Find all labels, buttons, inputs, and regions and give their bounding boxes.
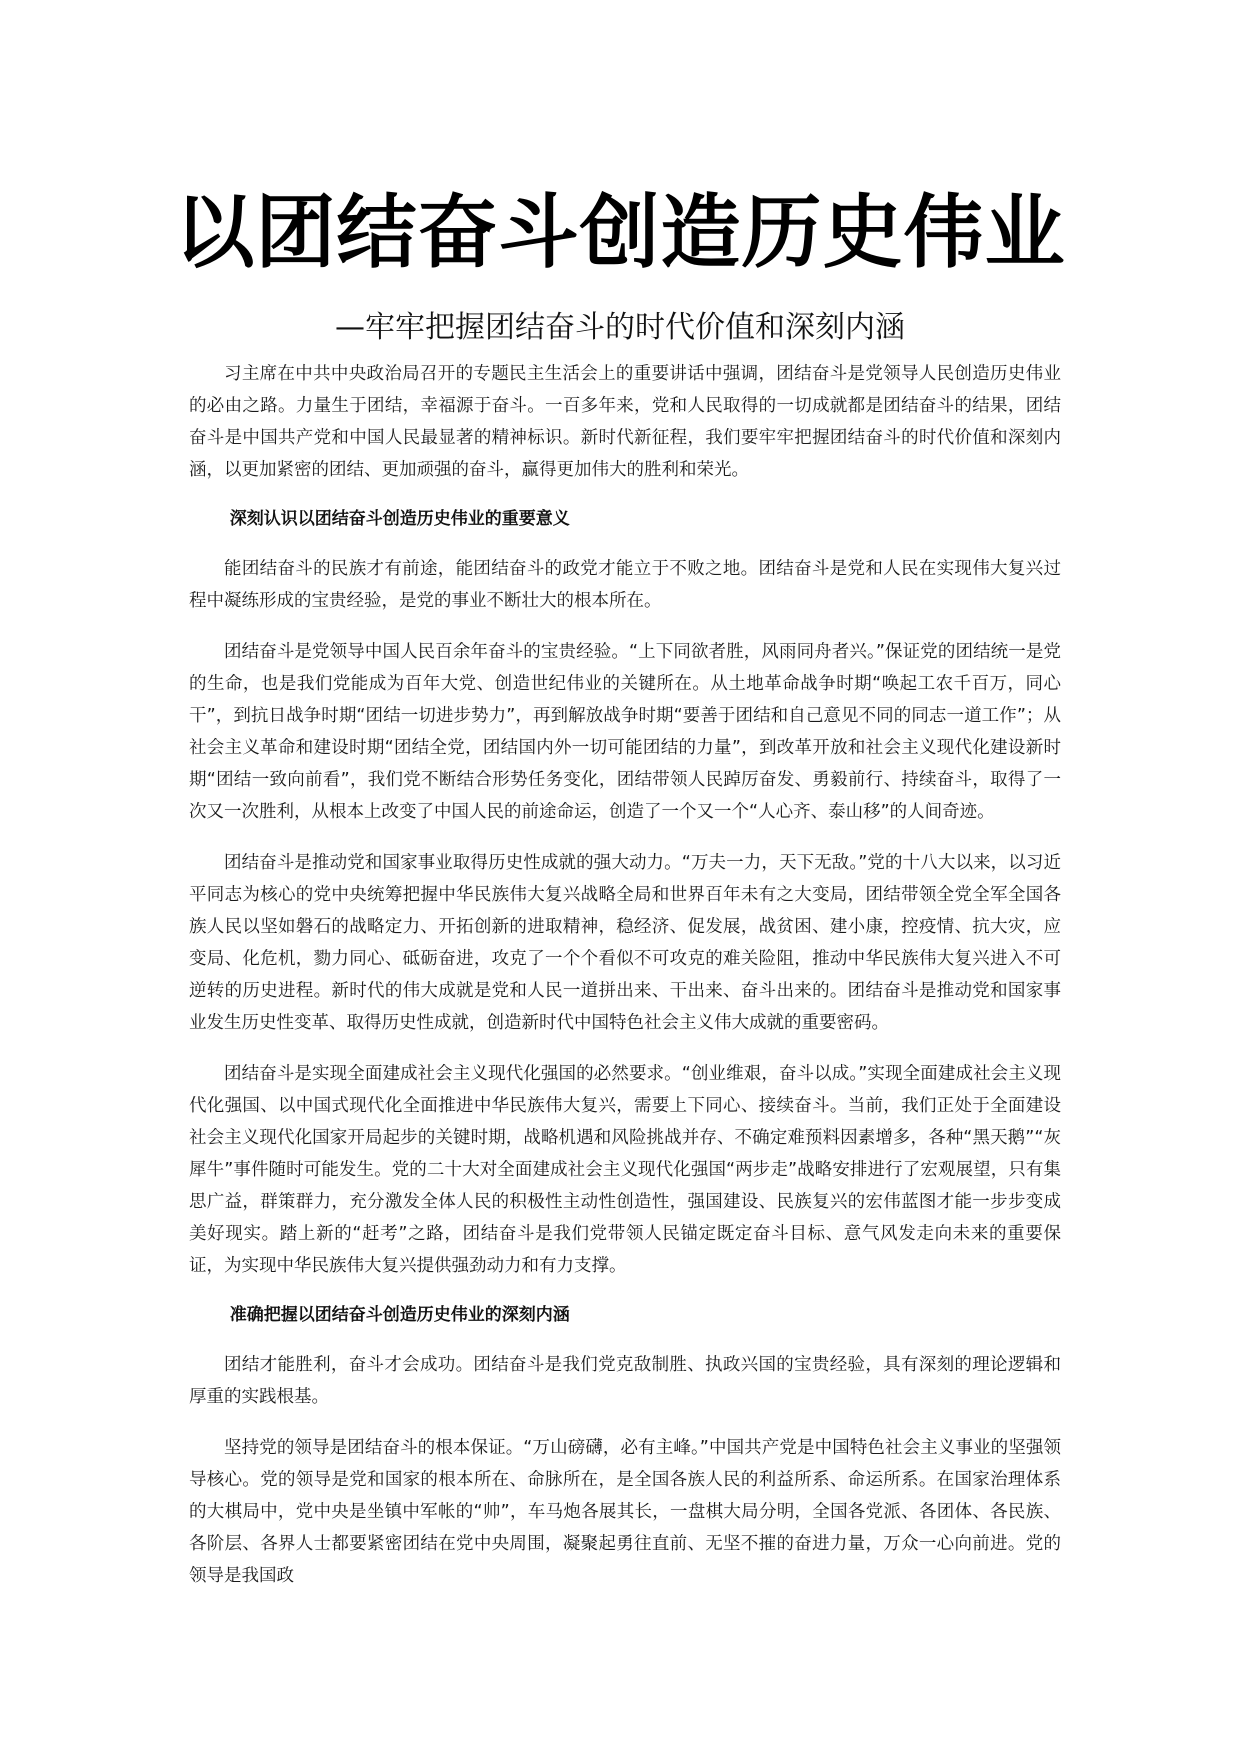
section-heading: 深刻认识以团结奋斗创造历史伟业的重要意义 [229,509,570,529]
document-title: 以团结奋斗创造历史伟业 [174,186,1066,279]
body-paragraph: 团结奋斗是推动党和国家事业取得历史性成就的强大动力。“万夫一力，天下无敌。”党的十八大以来，以习近平同志为核心的党中央统筹把握中华民族伟大复兴战略全局和世界百年未有之大变局，团结带领全党全军全国各族人民以坚如磐石的战略定力、开拓创新的进取精神，稳经济、促发展，战贫困、建小康，控疫情、抗大灾，应变局、化危机，勠力同心、砥砺奋进，攻克了一个个看似不可攻克的难关险阻，推动中华民族伟大复兴进入不可逆转的历史进程。新时代的伟大成就是党和人民一道拼出来、干出来、奋斗出来的。团结奋斗是推动党和国家事业发生历史性变革、取得历史性成就，创造新时代中国特色社会主义伟大成就的重要密码。 [189,853,1061,1033]
body-paragraph: 能团结奋斗的民族才有前途，能团结奋斗的政党才能立于不败之地。团结奋斗是党和人民在实现伟大复兴过程中凝练形成的宝贵经验，是党的事业不断壮大的根本所在。 [189,559,1061,611]
body-paragraph: 团结奋斗是实现全面建成社会主义现代化强国的必然要求。“创业维艰，奋斗以成。”实现全面建成社会主义现代化强国、以中国式现代化全面推进中华民族伟大复兴，需要上下同心、接续奋斗。当前，我们正处于全面建设社会主义现代化国家开局起步的关键时期，战略机遇和风险挑战并存、不确定难预料因素增多，各种“黑天鹅”“灰犀牛”事件随时可能发生。党的二十大对全面建成社会主义现代化强国“两步走”战略安排进行了宏观展望，只有集思广益，群策群力，充分激发全体人民的积极性主动性创造性，强国建设、民族复兴的宏伟蓝图才能一步步变成美好现实。踏上新的“赶考”之路，团结奋斗是我们党带领人民锚定既定奋斗目标、意气风发走向未来的重要保证，为实现中华民族伟大复兴提供强劲动力和有力支撑。 [189,1064,1061,1276]
document-subtitle: —牢牢把握团结奋斗的时代价值和深刻内涵 [335,310,905,345]
body-paragraph: 坚持党的领导是团结奋斗的根本保证。“万山磅礴，必有主峰。”中国共产党是中国特色社会主义事业的坚强领导核心。党的领导是党和国家的根本所在、命脉所在，是全国各族人民的利益所系、命运所系。在国家治理体系的大棋局中，党中央是坐镇中军帐的“帅”，车马炮各展其长，一盘棋大局分明，全国各党派、各团体、各民族、各阶层、各界人士都要紧密团结在党中央周围，凝聚起勇往直前、无坚不摧的奋进力量，万众一心向前进。党的领导是我国政 [189,1438,1061,1586]
document-body [189,358,1061,1611]
intro-paragraph: 习主席在中共中央政治局召开的专题民主生活会上的重要讲话中强调，团结奋斗是党领导人民创造历史伟业的必由之路。力量生于团结，幸福源于奋斗。一百多年来，党和人民取得的一切成就都是团结奋斗的结果，团结奋斗是中国共产党和中国人民最显著的精神标识。新时代新征程，我们要牢牢把握团结奋斗的时代价值和深刻内涵，以更加紧密的团结、更加顽强的奋斗，赢得更加伟大的胜利和荣光。 [189,364,1061,480]
body-paragraph: 团结奋斗是党领导中国人民百余年奋斗的宝贵经验。“上下同欲者胜，风雨同舟者兴。”保证党的团结统一是党的生命，也是我们党能成为百年大党、创造世纪伟业的关键所在。从土地革命战争时期“唤起工农千百万，同心干”，到抗日战争时期“团结一切进步势力”，再到解放战争时期“要善于团结和自己意见不同的同志一道工作”；从社会主义革命和建设时期“团结全党，团结国内外一切可能团结的力量”，到改革开放和社会主义现代化建设新时期“团结一致向前看”，我们党不断结合形势任务变化，团结带领人民踔厉奋发、勇毅前行、持续奋斗，取得了一次又一次胜利，从根本上改变了中国人民的前途命运，创造了一个又一个“人心齐、泰山移”的人间奇迹。 [189,642,1061,822]
section-heading: 准确把握以团结奋斗创造历史伟业的深刻内涵 [229,1305,570,1325]
body-paragraph: 团结才能胜利，奋斗才会成功。团结奋斗是我们党克敌制胜、执政兴国的宝贵经验，具有深刻的理论逻辑和厚重的实践根基。 [189,1355,1061,1407]
